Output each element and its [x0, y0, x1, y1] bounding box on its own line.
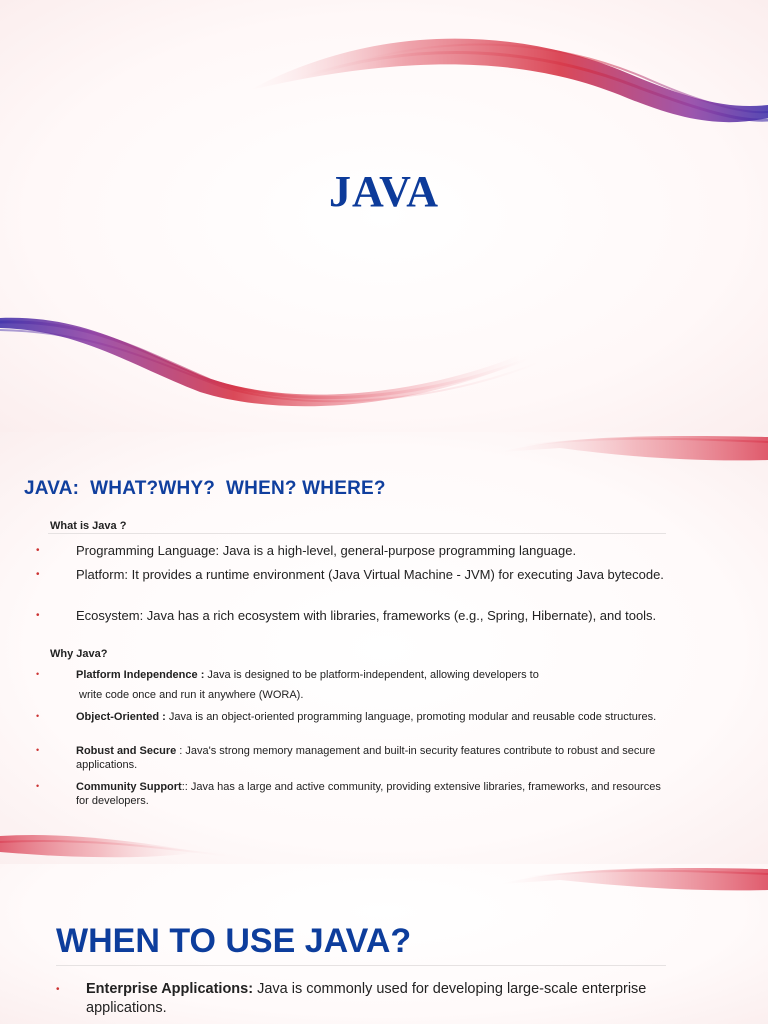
title-slide: [0, 0, 768, 432]
what-heading: What is Java ?: [50, 520, 127, 532]
bullet-icon: •: [36, 669, 40, 679]
slide-title: JAVA: [329, 167, 439, 216]
divider: [48, 533, 666, 534]
what-item: • Programming Language: Java is a high-level, general-purpose programming language.: [36, 543, 577, 558]
bullet-icon: •: [36, 745, 40, 755]
when-item: • Enterprise Applications: Java is commonly used for developing large-scale enterprise applications.: [56, 981, 647, 1016]
what-item: • Platform: It provides a runtime environment (Java Virtual Machine - JVM) for executing Java bytecode.: [36, 567, 664, 582]
when-to-use-slide: [0, 864, 768, 1024]
bullet-icon: •: [36, 781, 40, 791]
why-item-continuation: write code once and run it anywhere (WORA).: [79, 689, 304, 701]
why-item: • Robust and Secure : Java's strong memory management and built-in security features contribute to robust and secure applications.: [36, 745, 656, 771]
why-item: • Object-Oriented : Java is an object-oriented programming language, promoting modular and reusable code structures.: [36, 711, 657, 723]
slide-title: WHEN TO USE JAVA?: [56, 922, 412, 960]
why-item: • Community Support:: Java has a large and active community, providing extensive libraries, frameworks, and resources for developers.: [36, 781, 661, 807]
bullet-icon: •: [36, 569, 40, 580]
divider: [56, 965, 666, 966]
bullet-icon: •: [36, 610, 40, 621]
bullet-icon: •: [36, 711, 40, 721]
what-item: • Ecosystem: Java has a rich ecosystem with libraries, frameworks (e.g., Spring, Hibernate), and tools.: [36, 608, 657, 623]
why-heading: Why Java?: [50, 648, 108, 660]
slide-title: JAVA: WHAT?WHY? WHEN? WHERE?: [24, 478, 386, 499]
bullet-icon: •: [36, 545, 40, 556]
bullet-icon: •: [56, 984, 60, 995]
why-item: • Platform Independence : Java is designed to be platform-independent, allowing developers to: [36, 669, 539, 681]
what-why-slide: [0, 432, 768, 864]
